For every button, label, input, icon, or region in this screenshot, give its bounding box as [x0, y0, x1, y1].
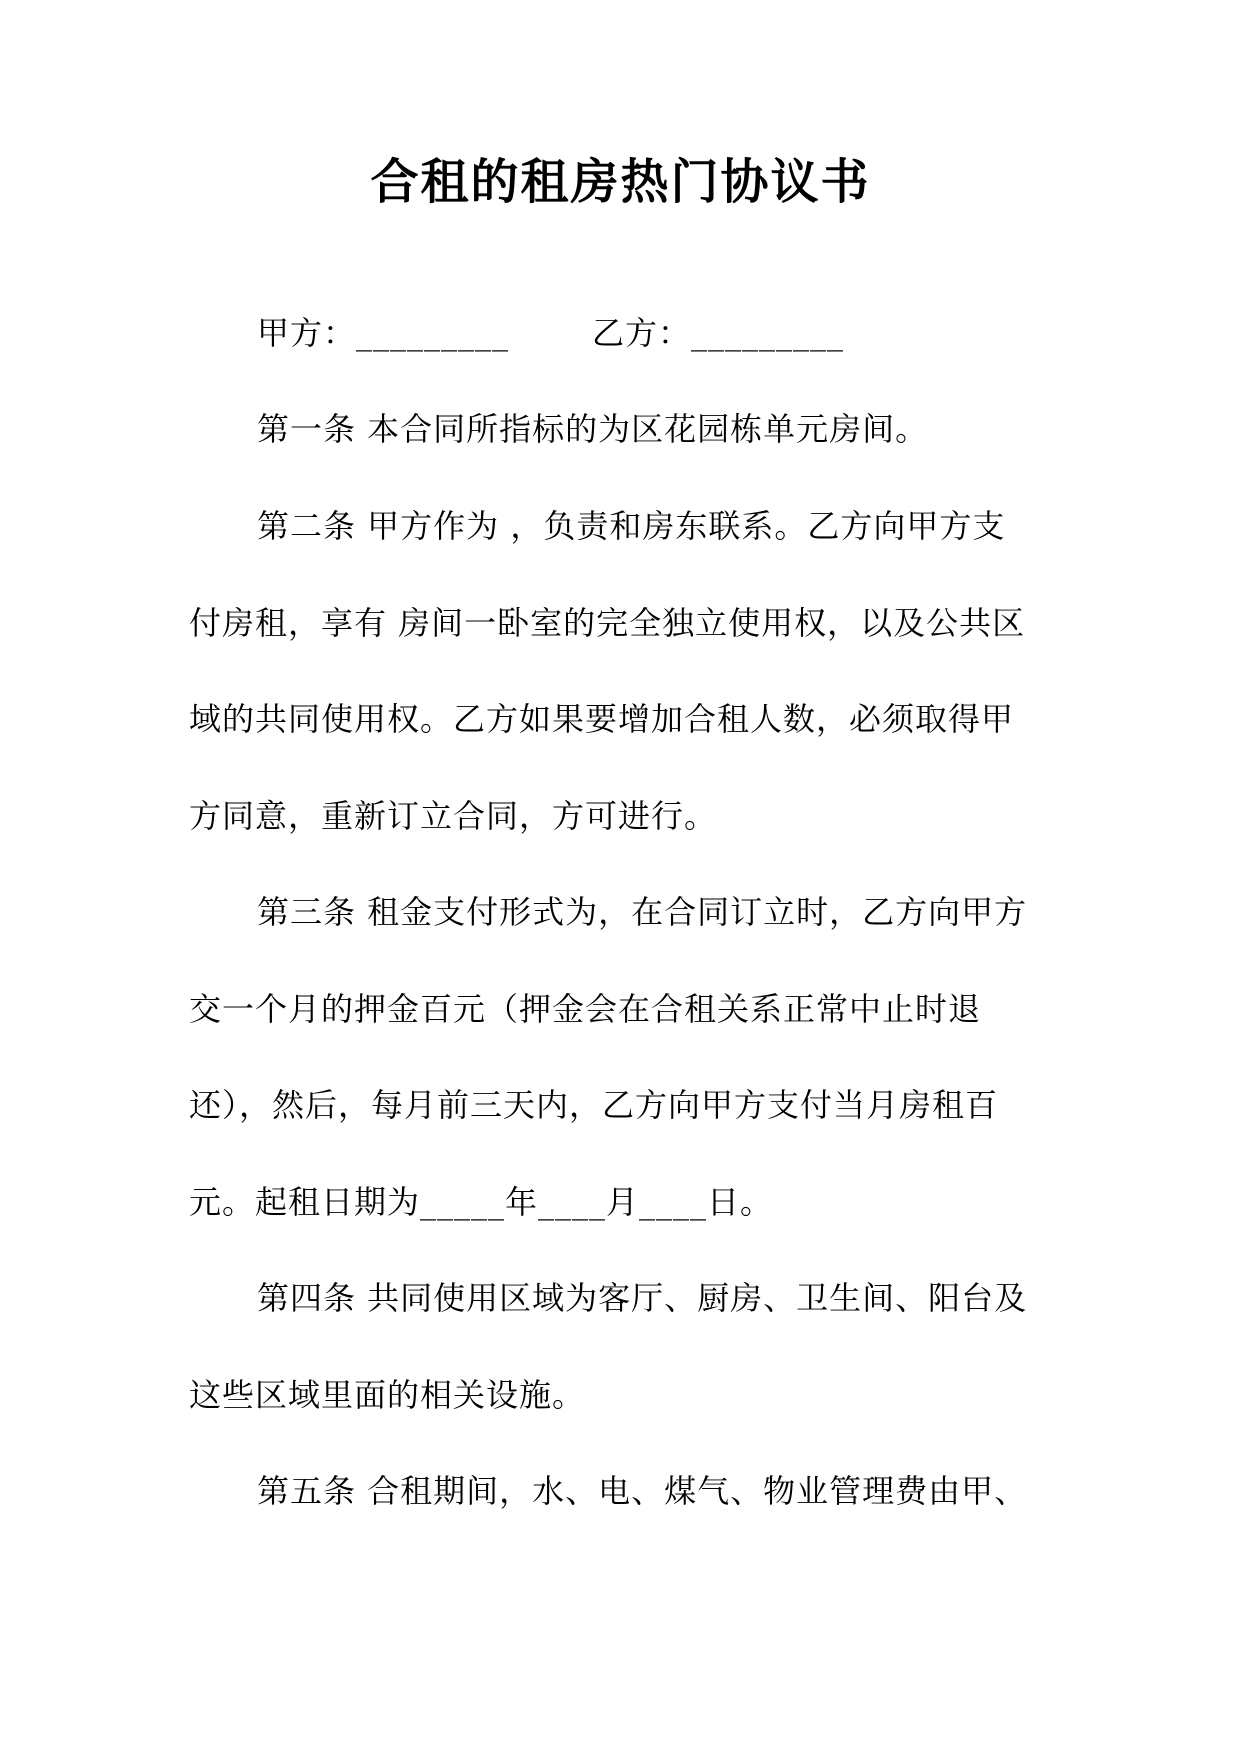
- article-4-line-2: 这些区域里面的相关设施。: [189, 1376, 586, 1414]
- article-3-line-1: 第三条 租金支付形式为，在合同订立时，乙方向甲方: [257, 893, 1028, 931]
- article-3-line-4: 元。起租日期为_____年____月____日。: [189, 1183, 774, 1221]
- article-4-line-1: 第四条 共同使用区域为客厅、厨房、卫生间、阳台及: [257, 1279, 1028, 1317]
- article-2-line-4: 方同意，重新订立合同，方可进行。: [189, 797, 718, 835]
- article-2-line-1: 第二条 甲方作为 ，负责和房东联系。乙方向甲方支: [257, 507, 1006, 545]
- article-3-line-3: 还），然后，每月前三天内，乙方向甲方支付当月房租百: [189, 1086, 999, 1124]
- article-2-line-2: 付房租，享有 房间一卧室的完全独立使用权，以及公共区: [189, 604, 1026, 642]
- article-1-line-1: 第一条 本合同所指标的为区花园栋单元房间。: [257, 410, 929, 448]
- article-5-line-1: 第五条 合租期间，水、电、煤气、物业管理费由甲、: [257, 1472, 1028, 1510]
- document-title: 合租的租房热门协议书: [370, 154, 871, 210]
- party-b-field: 乙方：_________: [592, 314, 845, 352]
- party-a-field: 甲方：_________: [257, 314, 510, 352]
- article-3-line-2: 交一个月的押金百元（押金会在合租关系正常中止时退: [189, 990, 982, 1028]
- article-2-line-3: 域的共同使用权。乙方如果要增加合租人数，必须取得甲: [189, 700, 1015, 738]
